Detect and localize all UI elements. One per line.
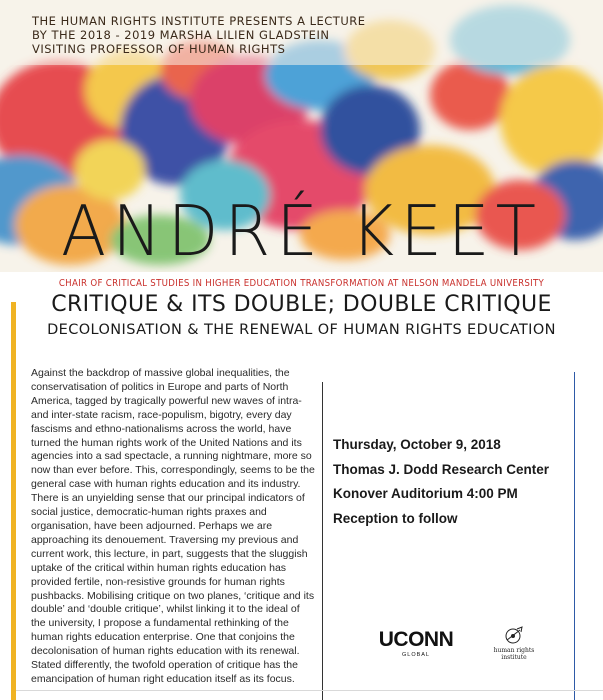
hri-emblem-icon [503, 626, 525, 646]
yellow-accent-bar [11, 302, 16, 700]
intro-line: BY THE 2018 - 2019 MARSHA LILIEN GLADSTEIN [32, 28, 330, 42]
intro-line: VISITING PROFESSOR OF HUMAN RIGHTS [32, 42, 286, 56]
speaker-name: ANDRÉ KEET [61, 191, 542, 272]
event-reception: Reception to follow [333, 510, 458, 526]
event-venue: Thomas J. Dodd Research Center [333, 461, 550, 477]
lecture-subtitle: DECOLONISATION & THE RENEWAL OF HUMAN RIGHTS EDUCATION [47, 322, 556, 338]
uconn-global-logo [374, 629, 458, 658]
hri-line-1: human rights [493, 647, 535, 654]
uconn-wordmark: UCONN [378, 628, 454, 651]
bottom-rule [16, 690, 603, 691]
event-date: Thursday, October 9, 2018 [333, 437, 501, 452]
uconn-sub-label: GLOBAL [401, 652, 430, 658]
hri-line-2: institute [501, 654, 527, 661]
column-divider [322, 382, 323, 700]
event-details [333, 437, 549, 535]
blue-accent-line [574, 372, 575, 700]
intro-line: THE HUMAN RIGHTS INSTITUTE PRESENTS A LECTURE [32, 14, 366, 28]
intro-text [32, 14, 366, 56]
abstract-text: Against the backdrop of massive global inequalities, the conservatisation of politics in Europe and parts of North America, tagged by tragically powerful new waves of intra- and inter-state racism, race-populism, bigotry, every day fascisms and ethno-nationalisms across the world, have turned the human rights work of the United Nations and its agencies into a sad spectacle, a running nightmare, more so now than ever before. This, correspondingly, seems to be the general case with human rights education and its industry. There is an unyielding sense that our principal indicators of social justice, democratic-human rights praxes and organisation, have been adjourned. Perhaps we are approaching its denouement. Traversing my previous and current work, this lecture, in part, suggests that the sluggish uptake of the critical within human rights education has provided fertile, non-resistive grounds for human rights pushbacks. Mobilising critique on two planes, ‘critique and its double’ and ‘double critique’, whilst linking it to the ideal of the university, I propose a fundamental rethinking of the human rights education enterprise. One that conjoins the decolonisation of human rights education with its renewal. Stated differently, the twofold operation of critique has the emancipation of human right education itself as its focus. [31, 367, 315, 685]
event-room-time: Konover Auditorium 4:00 PM [333, 486, 518, 501]
lecture-title: CRITIQUE & ITS DOUBLE; DOUBLE CRITIQUE [51, 292, 552, 317]
human-rights-institute-logo [484, 626, 544, 661]
speaker-title: CHAIR OF CRITICAL STUDIES IN HIGHER EDUCATION TRANSFORMATION AT NELSON MANDELA UNIVERSITY [58, 278, 545, 289]
